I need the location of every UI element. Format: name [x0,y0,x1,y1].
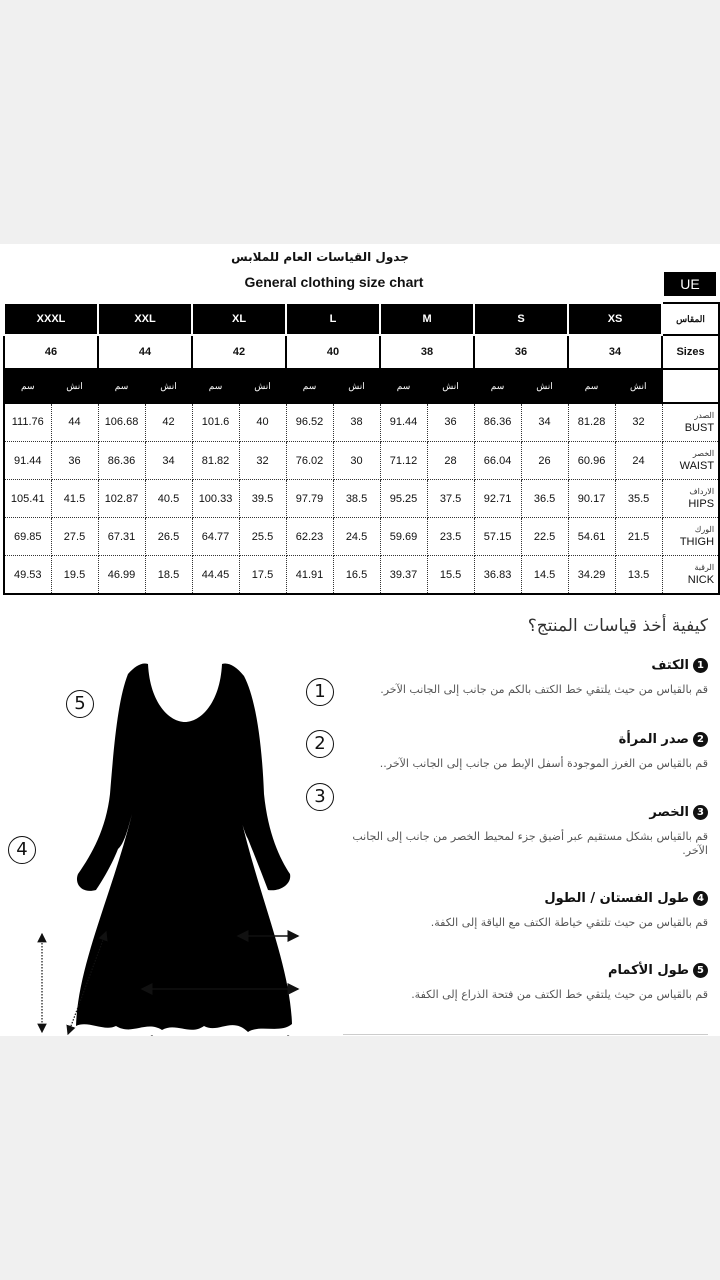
cm-value-cell: 102.87 [98,480,145,518]
inch-value-cell: 19.5 [51,556,98,595]
step-description: قم بالقياس من حيث تلتقي خياطة الكتف مع الياقة إلى الكفة. [430,916,708,929]
step-number-badge: 2 [693,732,708,747]
step-shoulder [340,658,708,697]
size-label-arabic: المقاس [662,303,719,335]
unit-inch-cell: انش [333,369,380,403]
size-number-cell: 40 [286,335,380,369]
cm-value-cell: 100.33 [192,480,239,518]
cm-value-cell: 46.99 [98,556,145,595]
size-number-cell: 44 [98,335,192,369]
measurement-row [4,403,719,442]
measurement-label-arabic: الخصر [692,449,715,458]
size-letter-cell: M [380,303,474,335]
measurement-label-english: THIGH [679,536,715,548]
cm-value-cell: 62.23 [286,518,333,556]
cm-value-cell: 95.25 [380,480,427,518]
size-number-cell: 38 [380,335,474,369]
cm-value-cell: 49.53 [4,556,51,595]
inch-value-cell: 32 [239,442,286,480]
cm-value-cell: 36.83 [474,556,521,595]
step-bust [340,732,708,771]
size-letter-row [4,303,719,335]
measurement-row [4,480,719,518]
cm-value-cell: 44.45 [192,556,239,595]
size-chart-panel [0,244,720,1036]
chart-title-english: General clothing size chart [244,274,424,290]
step-description: قم بالقياس من حيث يلتقي خط الكتف من فتحة الذراع إلى الكفة. [411,988,708,1001]
step-description: قم بالقياس من حيث يلتقي خط الكتف بالكم من جانب إلى الجانب الآخر. [380,683,708,696]
size-label-english: Sizes [662,335,719,369]
cm-value-cell: 101.6 [192,403,239,442]
cm-value-cell: 71.12 [380,442,427,480]
unit-cm-cell: سم [380,369,427,403]
inch-value-cell: 22.5 [521,518,568,556]
inch-value-cell: 38.5 [333,480,380,518]
measurement-label-english: WAIST [679,460,715,472]
cm-value-cell: 106.68 [98,403,145,442]
inch-value-cell: 18.5 [145,556,192,595]
measurement-row [4,518,719,556]
unit-cm-cell: سم [568,369,615,403]
inch-value-cell: 38 [333,403,380,442]
diagram-marker-1: 1 [306,678,334,706]
unit-row [4,369,719,403]
measurement-label [662,518,719,556]
unit-cm-cell: سم [286,369,333,403]
step-description: قم بالقياس من الغرز الموجودة أسفل الإبط من جانب إلى الجانب الآخر.. [379,757,708,770]
cm-value-cell: 81.28 [568,403,615,442]
unit-inch-cell: انش [615,369,662,403]
measurement-label [662,480,719,518]
cm-value-cell: 59.69 [380,518,427,556]
step-title: طول الفستان / الطول [544,891,689,906]
inch-value-cell: 16.5 [333,556,380,595]
inch-value-cell: 37.5 [427,480,474,518]
inch-value-cell: 42 [145,403,192,442]
cm-value-cell: 90.17 [568,480,615,518]
step-title: الخصر [649,805,689,820]
dress-measurement-diagram [0,644,340,1036]
cm-value-cell: 91.44 [4,442,51,480]
inch-value-cell: 27.5 [51,518,98,556]
inch-value-cell: 40 [239,403,286,442]
step-number-badge: 4 [693,891,708,906]
unit-inch-cell: انش [239,369,286,403]
cm-value-cell: 96.52 [286,403,333,442]
inch-value-cell: 25.5 [239,518,286,556]
diagram-marker-2: 2 [306,730,334,758]
cm-value-cell: 69.85 [4,518,51,556]
unit-cm-cell: سم [98,369,145,403]
measurement-label [662,442,719,480]
measurement-label-english: NICK [687,574,715,586]
inch-value-cell: 35.5 [615,480,662,518]
cm-value-cell: 64.77 [192,518,239,556]
unit-inch-cell: انش [51,369,98,403]
step-title: صدر المرأة [618,732,689,747]
measurement-label-english: BUST [684,422,715,434]
unit-cm-cell: سم [192,369,239,403]
inch-value-cell: 34 [521,403,568,442]
size-letter-cell: XXL [98,303,192,335]
cm-value-cell: 97.79 [286,480,333,518]
step-title: طول الأكمام [607,963,689,978]
cm-value-cell: 54.61 [568,518,615,556]
measurement-label [662,403,719,442]
size-letter-cell: L [286,303,380,335]
cm-value-cell: 57.15 [474,518,521,556]
cm-value-cell: 76.02 [286,442,333,480]
unit-inch-cell: انش [145,369,192,403]
inch-value-cell: 36.5 [521,480,568,518]
step-sleeve-length [340,963,708,1002]
measurement-label-english: HIPS [688,498,715,510]
diagram-marker-3: 3 [306,783,334,811]
size-letter-cell: S [474,303,568,335]
inch-value-cell: 34 [145,442,192,480]
size-letter-cell: XL [192,303,286,335]
measurement-label-arabic: الورك [694,525,715,534]
step-description: قم بالقياس بشكل مستقيم عبر أضيق جزء لمحيط الخصر من جانب إلى الجانب الآخر. [352,830,708,857]
measurement-row [4,442,719,480]
inch-value-cell: 28 [427,442,474,480]
diagram-marker-5: 5 [66,690,94,718]
measurement-label-arabic: الرقبة [694,563,715,572]
divider [343,1034,708,1035]
size-number-cell: 42 [192,335,286,369]
inch-value-cell: 36 [51,442,98,480]
step-waist [340,805,708,858]
cm-value-cell: 39.37 [380,556,427,595]
cm-value-cell: 66.04 [474,442,521,480]
cm-value-cell: 105.41 [4,480,51,518]
region-badge: UE [664,272,716,296]
cm-value-cell: 111.76 [4,403,51,442]
inch-value-cell: 14.5 [521,556,568,595]
unit-cm-cell: سم [4,369,51,403]
unit-inch-cell: انش [521,369,568,403]
size-letter-cell: XS [568,303,662,335]
measurement-label-arabic: الارداف [689,487,715,496]
dress-silhouette [76,663,292,1032]
size-letter-cell: XXXL [4,303,98,335]
inch-value-cell: 36 [427,403,474,442]
inch-value-cell: 23.5 [427,518,474,556]
step-title: الكتف [651,658,689,673]
size-table [3,302,720,595]
inch-value-cell: 26 [521,442,568,480]
cm-value-cell: 60.96 [568,442,615,480]
chart-title-arabic: جدول القياسات العام للملابس [231,250,409,264]
inch-value-cell: 17.5 [239,556,286,595]
cm-value-cell: 34.29 [568,556,615,595]
step-number-badge: 5 [693,963,708,978]
inch-value-cell: 24 [615,442,662,480]
unit-inch-cell: انش [427,369,474,403]
inch-value-cell: 26.5 [145,518,192,556]
how-to-measure-title: كيفية أخذ قياسات المنتج؟ [527,616,708,636]
size-number-cell: 34 [568,335,662,369]
unit-blank-cell [662,369,719,403]
diagram-marker-4: 4 [8,836,36,864]
cm-value-cell: 41.91 [286,556,333,595]
inch-value-cell: 41.5 [51,480,98,518]
measurement-row [4,556,719,595]
inch-value-cell: 13.5 [615,556,662,595]
inch-value-cell: 44 [51,403,98,442]
unit-cm-cell: سم [474,369,521,403]
inch-value-cell: 21.5 [615,518,662,556]
cm-value-cell: 81.82 [192,442,239,480]
step-dress-length [340,891,708,930]
cm-value-cell: 86.36 [98,442,145,480]
size-number-row [4,335,719,369]
cm-value-cell: 67.31 [98,518,145,556]
inch-value-cell: 15.5 [427,556,474,595]
size-number-cell: 46 [4,335,98,369]
inch-value-cell: 39.5 [239,480,286,518]
size-number-cell: 36 [474,335,568,369]
step-number-badge: 3 [693,805,708,820]
inch-value-cell: 32 [615,403,662,442]
cm-value-cell: 91.44 [380,403,427,442]
inch-value-cell: 40.5 [145,480,192,518]
inch-value-cell: 24.5 [333,518,380,556]
measurement-label [662,556,719,595]
inch-value-cell: 30 [333,442,380,480]
cm-value-cell: 92.71 [474,480,521,518]
cm-value-cell: 86.36 [474,403,521,442]
measurement-label-arabic: الصدر [694,411,715,420]
step-number-badge: 1 [693,658,708,673]
